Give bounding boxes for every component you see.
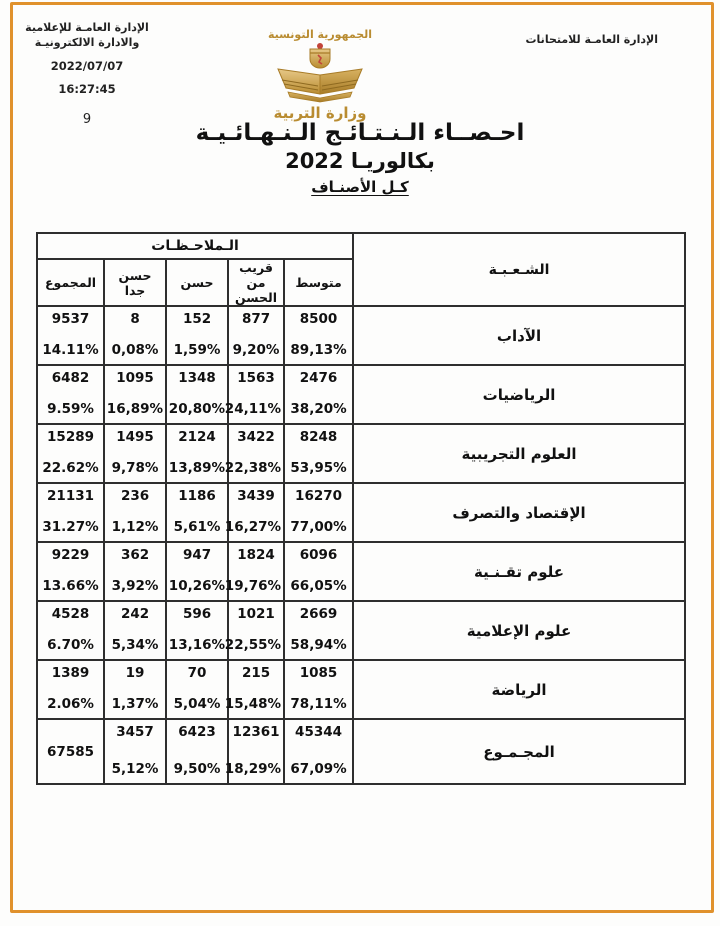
stat-cell	[166, 660, 228, 719]
stat-cell	[104, 365, 166, 424]
percent-value: 1,12%	[111, 518, 159, 535]
percent-value: 19,76%	[224, 577, 282, 594]
percent-value: 9,20%	[232, 341, 280, 358]
percent-value: 15,48%	[224, 695, 282, 712]
percent-value: 31.27%	[42, 518, 99, 535]
report-category: كـل الأصنـاف	[311, 178, 409, 196]
count-value: 4528	[51, 606, 90, 622]
count-value: 1021	[237, 606, 275, 622]
count-value: 1824	[237, 547, 275, 563]
count-value: 362	[120, 547, 150, 563]
percent-value: 67,09%	[290, 760, 347, 777]
count-value: 1495	[116, 429, 154, 445]
stat-cell	[284, 483, 353, 542]
percent-value: 16,89%	[106, 400, 164, 417]
stat-cell	[166, 601, 228, 660]
issuing-administration-line1: الإدارة العامـة للإعلامية	[25, 21, 149, 34]
percent-value: 5,04%	[173, 695, 221, 712]
table-row	[37, 365, 685, 424]
count-value: 70	[187, 665, 207, 681]
column-header-section: الشـعـبـة	[353, 233, 685, 306]
percent-value: 13.66%	[42, 577, 99, 594]
count-value: 9229	[51, 547, 90, 563]
count-value: 1186	[178, 488, 216, 504]
count-value: 16270	[295, 488, 343, 504]
table-row	[37, 306, 685, 365]
ministry-of-education-logo	[258, 22, 383, 122]
percent-value: 66,05%	[290, 577, 347, 594]
percent-value: 16,27%	[224, 518, 282, 535]
stat-cell	[166, 424, 228, 483]
count-value: 1389	[51, 665, 90, 681]
title-block	[0, 120, 720, 196]
republic-name-text: الجمهورية التونسية	[267, 28, 373, 41]
stat-cell	[104, 719, 166, 784]
percent-value: 2.06%	[47, 695, 94, 712]
percent-value: 0,08%	[111, 341, 159, 358]
count-value: 8	[130, 311, 140, 327]
stat-cell	[224, 365, 284, 424]
stat-cell	[224, 660, 284, 719]
stat-cell	[37, 365, 104, 424]
report-title: احـصــاء الـنـتـائـج الـنـهـائـيـة	[195, 120, 525, 146]
stat-cell	[104, 306, 166, 365]
open-book-icon	[278, 69, 362, 102]
print-date: 2022/07/07	[50, 58, 124, 73]
count-value: 2669	[299, 606, 338, 622]
stat-cell	[37, 424, 104, 483]
stat-cell	[37, 542, 104, 601]
count-value: 15289	[47, 429, 94, 445]
section-label: الرياضة	[353, 660, 685, 719]
stat-cell	[37, 660, 104, 719]
count-value: 2476	[299, 370, 338, 386]
stat-cell	[37, 483, 104, 542]
table-row	[37, 601, 685, 660]
count-value: 1095	[116, 370, 154, 386]
percent-value: 1,37%	[111, 695, 159, 712]
count-value: 1563	[237, 370, 275, 386]
stat-cell	[166, 719, 228, 784]
column-header-remarks: الـملاحـظـات	[37, 233, 353, 259]
table-row	[37, 542, 685, 601]
stat-cell	[166, 483, 228, 542]
issuing-administration-block	[16, 20, 158, 129]
percent-value: 22.62%	[42, 459, 99, 476]
count-value: 6423	[178, 724, 216, 740]
stat-cell	[104, 601, 166, 660]
percent-value: 3,92%	[111, 577, 159, 594]
stat-cell	[224, 542, 284, 601]
grand-total-value: 67585	[37, 719, 104, 784]
count-value: 3439	[237, 488, 275, 504]
stat-cell	[104, 424, 166, 483]
percent-value: 5,34%	[111, 636, 159, 653]
column-header-near-good: قريب من الحسن	[228, 259, 284, 306]
percent-value: 38,20%	[290, 400, 347, 417]
results-table	[36, 232, 686, 785]
stat-cell	[224, 601, 284, 660]
count-value: 215	[241, 665, 271, 681]
stat-cell	[224, 424, 284, 483]
section-label: الرياضيات	[353, 365, 685, 424]
section-label: المجـمـوع	[353, 719, 685, 784]
percent-value: 9,78%	[111, 459, 159, 476]
percent-value: 5,12%	[111, 760, 159, 777]
stat-cell	[228, 306, 284, 365]
count-value: 12361	[232, 724, 280, 740]
results-table-body	[37, 306, 685, 784]
stat-cell	[224, 483, 284, 542]
stat-cell	[104, 542, 166, 601]
percent-value: 14.11%	[42, 341, 99, 358]
count-value: 3422	[237, 429, 275, 445]
stat-cell	[166, 306, 228, 365]
stat-cell	[284, 542, 353, 601]
percent-value: 53,95%	[290, 459, 347, 476]
count-value: 6096	[299, 547, 338, 563]
count-value: 242	[120, 606, 150, 622]
stat-cell	[284, 306, 353, 365]
issuing-administration-line2: والادارة الالكترونيـة	[34, 36, 140, 50]
count-value: 152	[182, 311, 212, 327]
count-value: 236	[120, 488, 150, 504]
stat-cell	[37, 601, 104, 660]
stat-cell	[284, 365, 353, 424]
percent-value: 9.59%	[47, 400, 94, 417]
percent-value: 20,80%	[168, 400, 226, 417]
percent-value: 13,89%	[168, 459, 226, 476]
count-value: 947	[182, 547, 212, 563]
print-time: 16:27:45	[58, 81, 116, 96]
section-label: العلوم التجريبية	[353, 424, 685, 483]
page-number: 9	[82, 111, 92, 127]
shield-crest-icon	[317, 43, 323, 49]
percent-value: 9,50%	[173, 760, 221, 777]
ministry-name-text: وزارة التربية	[273, 104, 367, 122]
percent-value: 22,38%	[224, 459, 282, 476]
count-value: 9537	[51, 311, 90, 327]
percent-value: 10,26%	[168, 577, 226, 594]
table-total-row	[37, 719, 685, 784]
table-row	[37, 483, 685, 542]
table-row	[37, 424, 685, 483]
count-value: 596	[182, 606, 212, 622]
percent-value: 22,55%	[224, 636, 282, 653]
count-value: 877	[241, 311, 271, 327]
count-value: 6482	[51, 370, 90, 386]
percent-value: 13,16%	[168, 636, 226, 653]
column-header-very-good: حسن جدا	[104, 259, 166, 306]
stat-cell	[284, 601, 353, 660]
table-row	[37, 660, 685, 719]
ministry-emblem-icon	[258, 22, 383, 122]
count-value: 8248	[299, 429, 338, 445]
section-label: الإقتصاد والتصرف	[353, 483, 685, 542]
percent-value: 77,00%	[290, 518, 347, 535]
count-value: 1085	[299, 665, 338, 681]
stat-cell	[104, 483, 166, 542]
section-label: الآداب	[353, 306, 685, 365]
column-header-good: حسن	[166, 259, 228, 306]
percent-value: 6.70%	[47, 636, 94, 653]
count-value: 19	[125, 665, 145, 681]
stat-cell	[284, 719, 353, 784]
section-label: علوم تقـنـية	[353, 542, 685, 601]
exams-administration-label: الإدارة العامـة للامتحانات	[525, 33, 658, 46]
report-subtitle: بكالوريـا 2022	[285, 149, 435, 173]
section-label: علوم الإعلامية	[353, 601, 685, 660]
count-value: 45344	[295, 724, 343, 740]
count-value: 2124	[178, 429, 216, 445]
column-header-average: متوسط	[284, 259, 353, 306]
stat-cell	[166, 542, 228, 601]
stat-cell	[284, 660, 353, 719]
percent-value: 78,11%	[290, 695, 347, 712]
percent-value: 5,61%	[173, 518, 221, 535]
stat-cell	[224, 719, 284, 784]
stat-cell	[37, 306, 104, 365]
column-header-total: المجموع	[37, 259, 104, 306]
percent-value: 58,94%	[290, 636, 347, 653]
count-value: 1348	[178, 370, 216, 386]
percent-value: 18,29%	[224, 760, 282, 777]
count-value: 8500	[299, 311, 338, 327]
percent-value: 89,13%	[290, 341, 347, 358]
stat-cell	[166, 365, 228, 424]
count-value: 21131	[47, 488, 94, 504]
percent-value: 24,11%	[224, 400, 282, 417]
stat-cell	[104, 660, 166, 719]
stat-cell	[284, 424, 353, 483]
count-value: 3457	[116, 724, 154, 740]
percent-value: 1,59%	[173, 341, 221, 358]
